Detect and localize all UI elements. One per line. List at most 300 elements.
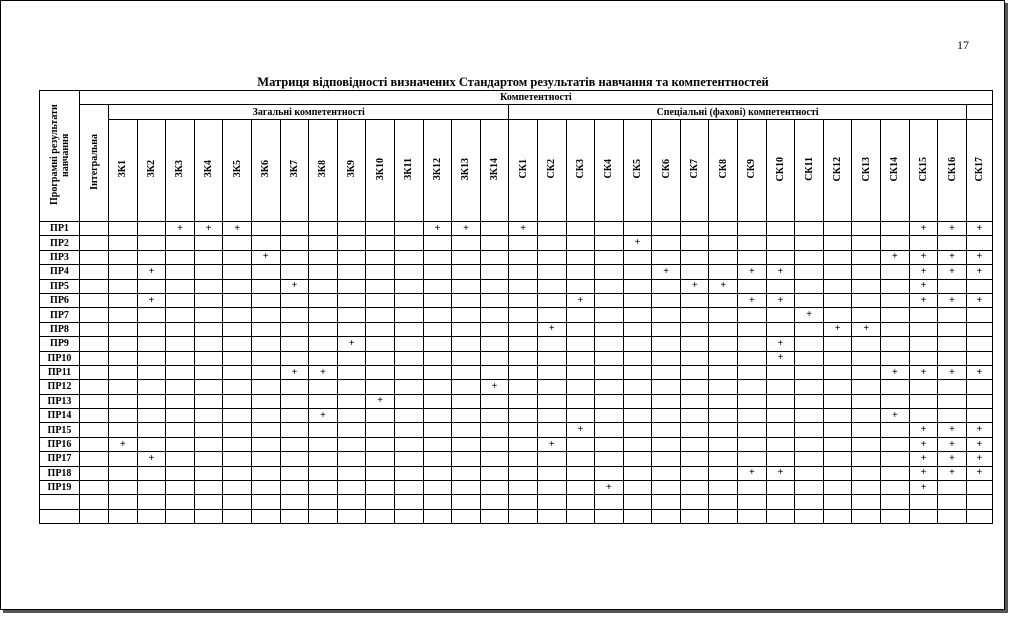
matrix-cell bbox=[966, 509, 992, 523]
row-label-cell: ПР2 bbox=[40, 236, 80, 250]
matrix-cell bbox=[480, 322, 509, 336]
matrix-cell bbox=[852, 293, 881, 307]
column-header-cell bbox=[537, 120, 566, 222]
matrix-cell bbox=[566, 452, 595, 466]
matrix-cell bbox=[251, 409, 280, 423]
matrix-cell bbox=[680, 380, 709, 394]
matrix-cell bbox=[966, 236, 992, 250]
matrix-cell bbox=[795, 279, 824, 293]
matrix-cell bbox=[194, 452, 223, 466]
column-header-cell bbox=[223, 120, 252, 222]
matrix-cell bbox=[251, 351, 280, 365]
matrix-cell bbox=[366, 351, 395, 365]
matrix-cell bbox=[109, 466, 138, 480]
matrix-cell bbox=[795, 250, 824, 264]
integral-cell bbox=[80, 279, 109, 293]
matrix-cell bbox=[394, 495, 423, 509]
matrix-cell bbox=[680, 452, 709, 466]
column-header-label: ЗК4 bbox=[203, 160, 215, 178]
matrix-cell bbox=[852, 222, 881, 236]
matrix-cell bbox=[652, 423, 681, 437]
matrix-cell bbox=[509, 409, 538, 423]
matrix-cell bbox=[881, 337, 910, 351]
column-header-label: ЗК14 bbox=[489, 157, 501, 181]
matrix-cell bbox=[680, 351, 709, 365]
matrix-cell bbox=[595, 337, 624, 351]
matrix-cell bbox=[166, 437, 195, 451]
matrix-cell bbox=[852, 337, 881, 351]
matrix-cell bbox=[251, 365, 280, 379]
matrix-cell bbox=[194, 380, 223, 394]
matrix-cell bbox=[223, 452, 252, 466]
matrix-cell bbox=[652, 409, 681, 423]
column-header-label: СК17 bbox=[973, 156, 985, 182]
matrix-cell bbox=[652, 322, 681, 336]
table-row bbox=[40, 466, 993, 480]
matrix-cell bbox=[509, 351, 538, 365]
matrix-cell bbox=[423, 337, 452, 351]
matrix-cell bbox=[795, 265, 824, 279]
matrix-cell bbox=[251, 322, 280, 336]
matrix-cell bbox=[709, 466, 738, 480]
matrix-cell bbox=[795, 423, 824, 437]
column-header-cell bbox=[137, 120, 166, 222]
matrix-cell bbox=[251, 222, 280, 236]
integral-cell bbox=[80, 509, 109, 523]
matrix-cell bbox=[480, 365, 509, 379]
mark-cell: + bbox=[909, 365, 938, 379]
matrix-cell bbox=[623, 409, 652, 423]
matrix-cell bbox=[137, 394, 166, 408]
mark-cell: + bbox=[537, 437, 566, 451]
matrix-cell bbox=[194, 365, 223, 379]
matrix-cell bbox=[366, 293, 395, 307]
matrix-cell bbox=[309, 351, 338, 365]
matrix-cell bbox=[709, 452, 738, 466]
matrix-cell bbox=[966, 394, 992, 408]
row-label-cell bbox=[40, 509, 80, 523]
matrix-cell bbox=[766, 481, 795, 495]
matrix-cell bbox=[309, 452, 338, 466]
general-header-label: Загальні компетентності bbox=[252, 106, 365, 118]
matrix-cell bbox=[423, 437, 452, 451]
column-header-cell bbox=[337, 120, 366, 222]
matrix-cell bbox=[509, 279, 538, 293]
matrix-cell bbox=[480, 293, 509, 307]
matrix-cell bbox=[738, 394, 767, 408]
matrix-cell bbox=[852, 380, 881, 394]
matrix-cell bbox=[109, 250, 138, 264]
matrix-cell bbox=[109, 308, 138, 322]
matrix-cell bbox=[366, 380, 395, 394]
matrix-cell bbox=[309, 293, 338, 307]
special-header-label: Спеціальні (фахові) компетентності bbox=[656, 106, 819, 118]
row-label-cell: ПР16 bbox=[40, 437, 80, 451]
matrix-cell bbox=[566, 394, 595, 408]
matrix-cell bbox=[680, 495, 709, 509]
matrix-cell bbox=[595, 222, 624, 236]
matrix-cell bbox=[280, 452, 309, 466]
mark-cell: + bbox=[194, 222, 223, 236]
matrix-cell bbox=[109, 322, 138, 336]
matrix-cell bbox=[166, 236, 195, 250]
column-header-cell bbox=[595, 120, 624, 222]
matrix-cell bbox=[823, 437, 852, 451]
matrix-cell bbox=[537, 481, 566, 495]
row-label-cell: ПР19 bbox=[40, 481, 80, 495]
matrix-cell bbox=[423, 365, 452, 379]
matrix-cell bbox=[251, 423, 280, 437]
matrix-cell bbox=[223, 236, 252, 250]
matrix-cell bbox=[738, 222, 767, 236]
column-header-label: СК9 bbox=[746, 159, 758, 179]
matrix-cell bbox=[738, 495, 767, 509]
table-row bbox=[40, 351, 993, 365]
mark-cell: + bbox=[938, 365, 967, 379]
matrix-cell bbox=[109, 351, 138, 365]
matrix-cell bbox=[709, 394, 738, 408]
matrix-cell bbox=[852, 394, 881, 408]
mark-cell: + bbox=[251, 250, 280, 264]
integral-cell bbox=[80, 236, 109, 250]
matrix-cell bbox=[566, 409, 595, 423]
column-header-cell bbox=[881, 120, 910, 222]
mark-cell: + bbox=[852, 322, 881, 336]
matrix-cell bbox=[109, 452, 138, 466]
matrix-cell bbox=[480, 481, 509, 495]
matrix-cell bbox=[423, 322, 452, 336]
mark-cell: + bbox=[623, 236, 652, 250]
matrix-cell bbox=[623, 365, 652, 379]
matrix-cell bbox=[223, 351, 252, 365]
matrix-cell bbox=[309, 423, 338, 437]
matrix-cell bbox=[966, 308, 992, 322]
matrix-cell bbox=[280, 495, 309, 509]
matrix-cell bbox=[366, 250, 395, 264]
column-header-cell bbox=[194, 120, 223, 222]
matrix-cell bbox=[966, 495, 992, 509]
matrix-cell bbox=[251, 495, 280, 509]
matrix-cell bbox=[309, 222, 338, 236]
matrix-cell bbox=[709, 437, 738, 451]
matrix-cell bbox=[480, 466, 509, 480]
matrix-cell bbox=[280, 423, 309, 437]
matrix-cell bbox=[337, 222, 366, 236]
mark-cell: + bbox=[452, 222, 481, 236]
row-label-cell: ПР9 bbox=[40, 337, 80, 351]
matrix-cell bbox=[652, 509, 681, 523]
matrix-cell bbox=[881, 222, 910, 236]
matrix-cell bbox=[137, 495, 166, 509]
matrix-cell bbox=[738, 380, 767, 394]
integral-cell bbox=[80, 308, 109, 322]
matrix-cell bbox=[280, 265, 309, 279]
matrix-cell bbox=[137, 322, 166, 336]
matrix-cell bbox=[652, 394, 681, 408]
matrix-cell bbox=[137, 437, 166, 451]
matrix-cell bbox=[852, 351, 881, 365]
matrix-cell bbox=[881, 236, 910, 250]
matrix-cell bbox=[795, 481, 824, 495]
matrix-cell bbox=[623, 322, 652, 336]
mark-cell: + bbox=[966, 437, 992, 451]
column-header-label: ЗК11 bbox=[403, 158, 415, 180]
matrix-cell bbox=[423, 380, 452, 394]
matrix-cell bbox=[337, 394, 366, 408]
matrix-cell bbox=[366, 308, 395, 322]
matrix-cell bbox=[394, 509, 423, 523]
matrix-cell bbox=[881, 265, 910, 279]
mark-cell: + bbox=[738, 293, 767, 307]
mark-cell: + bbox=[938, 293, 967, 307]
mark-cell: + bbox=[537, 322, 566, 336]
matrix-cell bbox=[795, 409, 824, 423]
matrix-cell bbox=[823, 380, 852, 394]
matrix-cell bbox=[595, 452, 624, 466]
matrix-cell bbox=[223, 308, 252, 322]
matrix-cell bbox=[280, 409, 309, 423]
row-label-cell: ПР8 bbox=[40, 322, 80, 336]
matrix-cell bbox=[738, 351, 767, 365]
matrix-cell bbox=[223, 423, 252, 437]
mark-cell: + bbox=[938, 423, 967, 437]
matrix-cell bbox=[280, 394, 309, 408]
matrix-cell bbox=[680, 481, 709, 495]
matrix-cell bbox=[709, 365, 738, 379]
matrix-cell bbox=[595, 380, 624, 394]
matrix-cell bbox=[537, 452, 566, 466]
mark-cell: + bbox=[909, 481, 938, 495]
matrix-cell bbox=[823, 308, 852, 322]
matrix-cell bbox=[452, 308, 481, 322]
column-header-cell bbox=[309, 120, 338, 222]
matrix-cell bbox=[566, 250, 595, 264]
matrix-cell bbox=[680, 236, 709, 250]
matrix-cell bbox=[709, 293, 738, 307]
column-header-label: ЗК1 bbox=[117, 160, 129, 178]
mark-cell: + bbox=[938, 466, 967, 480]
matrix-cell bbox=[680, 322, 709, 336]
matrix-cell bbox=[595, 236, 624, 250]
table-row bbox=[40, 409, 993, 423]
matrix-cell bbox=[537, 308, 566, 322]
column-header-label: СК3 bbox=[574, 159, 586, 179]
matrix-cell bbox=[909, 337, 938, 351]
mark-cell: + bbox=[738, 466, 767, 480]
matrix-cell bbox=[738, 452, 767, 466]
matrix-cell bbox=[623, 394, 652, 408]
row-label-cell: ПР12 bbox=[40, 380, 80, 394]
matrix-cell bbox=[109, 222, 138, 236]
mark-cell: + bbox=[966, 365, 992, 379]
matrix-cell bbox=[309, 337, 338, 351]
matrix-cell bbox=[452, 322, 481, 336]
matrix-cell bbox=[595, 250, 624, 264]
matrix-cell bbox=[738, 423, 767, 437]
matrix-cell bbox=[823, 222, 852, 236]
matrix-cell bbox=[366, 495, 395, 509]
matrix-cell bbox=[537, 351, 566, 365]
matrix-cell bbox=[766, 509, 795, 523]
column-header-label: СК8 bbox=[717, 159, 729, 179]
mark-cell: + bbox=[109, 437, 138, 451]
matrix-cell bbox=[251, 380, 280, 394]
integral-cell bbox=[80, 409, 109, 423]
matrix-cell bbox=[623, 293, 652, 307]
row-label-cell: ПР17 bbox=[40, 452, 80, 466]
column-header-label: ЗК2 bbox=[145, 160, 157, 178]
matrix-cell bbox=[766, 308, 795, 322]
table-row bbox=[40, 437, 993, 451]
matrix-cell bbox=[652, 380, 681, 394]
matrix-cell bbox=[823, 423, 852, 437]
matrix-cell bbox=[280, 437, 309, 451]
column-header-label: СК4 bbox=[603, 159, 615, 179]
matrix-cell bbox=[680, 293, 709, 307]
matrix-cell bbox=[738, 279, 767, 293]
matrix-cell bbox=[366, 365, 395, 379]
matrix-cell bbox=[509, 293, 538, 307]
matrix-cell bbox=[194, 394, 223, 408]
matrix-cell bbox=[595, 423, 624, 437]
matrix-cell bbox=[223, 495, 252, 509]
matrix-cell bbox=[823, 452, 852, 466]
matrix-cell bbox=[509, 337, 538, 351]
matrix-cell bbox=[766, 409, 795, 423]
matrix-cell bbox=[909, 409, 938, 423]
matrix-cell bbox=[595, 365, 624, 379]
matrix-cell bbox=[823, 337, 852, 351]
matrix-cell bbox=[194, 509, 223, 523]
row-label-cell: ПР4 bbox=[40, 265, 80, 279]
matrix-cell bbox=[366, 466, 395, 480]
matrix-cell bbox=[194, 236, 223, 250]
matrix-cell bbox=[652, 466, 681, 480]
column-header-cell bbox=[166, 120, 195, 222]
table-row bbox=[40, 481, 993, 495]
matrix-cell bbox=[595, 394, 624, 408]
mark-cell: + bbox=[909, 293, 938, 307]
matrix-cell bbox=[881, 293, 910, 307]
column-header-label: СК7 bbox=[689, 159, 701, 179]
matrix-cell bbox=[137, 236, 166, 250]
matrix-cell bbox=[509, 250, 538, 264]
matrix-cell bbox=[166, 337, 195, 351]
matrix-cell bbox=[137, 409, 166, 423]
matrix-cell bbox=[566, 236, 595, 250]
matrix-cell bbox=[137, 337, 166, 351]
column-header-cell bbox=[566, 120, 595, 222]
integral-cell bbox=[80, 265, 109, 279]
mark-cell: + bbox=[909, 265, 938, 279]
matrix-cell bbox=[909, 322, 938, 336]
matrix-cell bbox=[795, 337, 824, 351]
matrix-cell bbox=[452, 351, 481, 365]
matrix-cell bbox=[966, 279, 992, 293]
matrix-cell bbox=[223, 509, 252, 523]
matrix-cell bbox=[194, 279, 223, 293]
matrix-cell bbox=[766, 250, 795, 264]
mark-cell: + bbox=[938, 222, 967, 236]
table-row bbox=[40, 509, 993, 523]
matrix-cell bbox=[452, 409, 481, 423]
matrix-cell bbox=[909, 308, 938, 322]
matrix-cell bbox=[194, 308, 223, 322]
matrix-cell bbox=[852, 365, 881, 379]
matrix-cell bbox=[795, 365, 824, 379]
matrix-cell bbox=[566, 365, 595, 379]
matrix-cell bbox=[537, 293, 566, 307]
matrix-cell bbox=[394, 351, 423, 365]
matrix-cell bbox=[909, 236, 938, 250]
matrix-cell bbox=[423, 466, 452, 480]
matrix-cell bbox=[566, 337, 595, 351]
matrix-cell bbox=[423, 481, 452, 495]
matrix-cell bbox=[394, 337, 423, 351]
mark-cell: + bbox=[766, 466, 795, 480]
matrix-cell bbox=[623, 437, 652, 451]
matrix-cell bbox=[823, 293, 852, 307]
matrix-cell bbox=[337, 409, 366, 423]
matrix-cell bbox=[938, 279, 967, 293]
matrix-cell bbox=[194, 495, 223, 509]
column-header-cell bbox=[366, 120, 395, 222]
matrix-cell bbox=[566, 495, 595, 509]
matrix-cell bbox=[166, 322, 195, 336]
matrix-cell bbox=[623, 222, 652, 236]
matrix-cell bbox=[709, 509, 738, 523]
matrix-cell bbox=[595, 437, 624, 451]
matrix-cell bbox=[452, 337, 481, 351]
matrix-cell bbox=[452, 265, 481, 279]
matrix-cell bbox=[337, 250, 366, 264]
table-row bbox=[40, 293, 993, 307]
matrix-cell bbox=[366, 437, 395, 451]
matrix-cell bbox=[680, 365, 709, 379]
matrix-cell bbox=[280, 293, 309, 307]
matrix-cell bbox=[566, 279, 595, 293]
row-label-cell: ПР7 bbox=[40, 308, 80, 322]
matrix-cell bbox=[652, 236, 681, 250]
matrix-cell bbox=[509, 495, 538, 509]
matrix-cell bbox=[738, 481, 767, 495]
mark-cell: + bbox=[909, 452, 938, 466]
integral-header-label: Інтегральна bbox=[88, 133, 100, 190]
matrix-cell bbox=[566, 351, 595, 365]
matrix-cell bbox=[394, 481, 423, 495]
competence-matrix-table bbox=[39, 90, 993, 524]
matrix-cell bbox=[223, 466, 252, 480]
matrix-cell bbox=[852, 279, 881, 293]
matrix-cell bbox=[280, 337, 309, 351]
matrix-cell bbox=[337, 308, 366, 322]
matrix-cell bbox=[309, 481, 338, 495]
matrix-cell bbox=[309, 279, 338, 293]
matrix-cell bbox=[337, 495, 366, 509]
mark-cell: + bbox=[280, 365, 309, 379]
matrix-cell bbox=[452, 236, 481, 250]
integral-cell bbox=[80, 351, 109, 365]
matrix-cell bbox=[166, 423, 195, 437]
page-title: Матриця відповідності визначених Стандартом результатів навчання та компетентностей bbox=[257, 75, 769, 89]
matrix-cell bbox=[537, 423, 566, 437]
matrix-cell bbox=[823, 250, 852, 264]
matrix-cell bbox=[709, 265, 738, 279]
row-label-cell: ПР10 bbox=[40, 351, 80, 365]
matrix-cell bbox=[823, 365, 852, 379]
matrix-cell bbox=[166, 351, 195, 365]
matrix-cell bbox=[223, 322, 252, 336]
